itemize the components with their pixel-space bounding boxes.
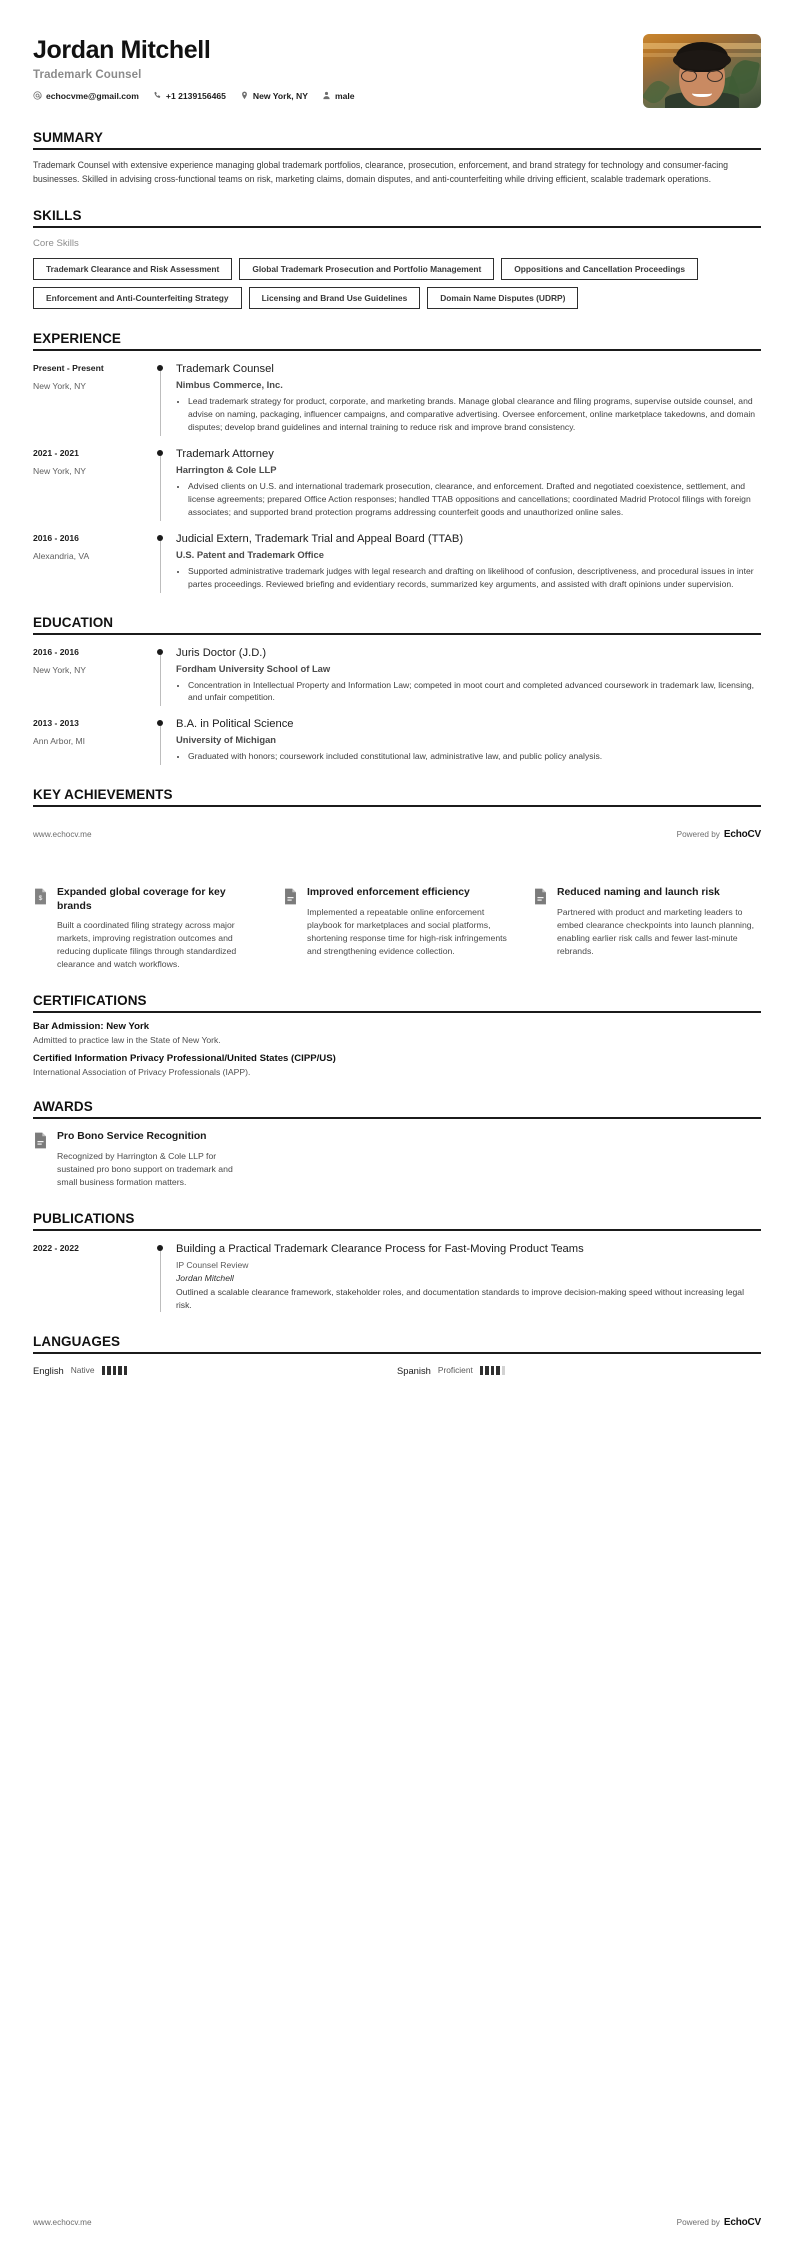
skill-chip[interactable]: Enforcement and Anti-Counterfeiting Strategy	[33, 287, 242, 309]
rating-bar	[102, 1366, 106, 1375]
rating-bar	[496, 1366, 500, 1375]
rating-bar	[485, 1366, 489, 1375]
education-entry	[33, 646, 761, 707]
section-heading-education: EDUCATION	[33, 614, 114, 630]
entry-role: Trademark Attorney	[176, 448, 274, 461]
entry-meta	[33, 532, 151, 593]
timeline-line	[160, 1251, 161, 1312]
award-text	[57, 1130, 243, 1189]
footer-powered-by	[677, 2217, 761, 2228]
page-footer	[0, 829, 794, 840]
contact-location-text: New York, NY	[252, 90, 308, 101]
timeline-rail	[151, 717, 171, 765]
publication-title: Building a Practical Trademark Clearance Process for Fast-Moving Product Teams	[176, 1243, 584, 1256]
footer-brand: EchoCV	[723, 829, 761, 841]
key-achievement-item	[283, 886, 511, 971]
entry-bullets	[176, 750, 761, 763]
resume-header	[33, 26, 761, 108]
publication-entry	[33, 1242, 761, 1312]
entry-dates: 2016 - 2016	[33, 532, 79, 543]
contact-gender-text: male	[335, 90, 355, 101]
section-divider	[33, 148, 761, 150]
language-item	[33, 1365, 397, 1376]
section-publications	[33, 1211, 761, 1312]
section-education	[33, 615, 761, 766]
entry-bullets	[176, 679, 761, 705]
experience-entry	[33, 362, 761, 436]
key-achievement-title: Improved enforcement efficiency	[307, 887, 470, 899]
photo-hair	[676, 42, 728, 72]
section-divider	[33, 1117, 761, 1119]
section-divider	[33, 349, 761, 351]
key-achievement-title: Expanded global coverage for key brands	[57, 887, 226, 912]
photo-glasses	[681, 70, 723, 82]
entry-dates: 2013 - 2013	[33, 718, 79, 729]
skill-chip[interactable]: Domain Name Disputes (UDRP)	[427, 287, 578, 309]
entry-meta	[33, 646, 151, 707]
section-divider	[33, 1229, 761, 1231]
contact-email[interactable]	[33, 91, 139, 101]
entry-meta	[33, 1242, 151, 1312]
header-text-block	[33, 34, 643, 101]
experience-entry	[33, 447, 761, 521]
section-experience	[33, 331, 761, 592]
entry-role: Trademark Counsel	[176, 363, 274, 376]
education-entry	[33, 717, 761, 765]
entry-dates: 2022 - 2022	[33, 1243, 79, 1254]
timeline-rail	[151, 1242, 171, 1312]
language-rating	[480, 1366, 506, 1375]
section-awards	[33, 1099, 761, 1189]
skill-chip[interactable]: Licensing and Brand Use Guidelines	[249, 287, 421, 309]
rating-bar	[118, 1366, 122, 1375]
key-achievement-description: Implemented a repeatable online enforcement playbook for marketplaces and social platforms, shortening response time for high-risk infringements and strengthening evidence collection.	[307, 906, 507, 956]
footer-site[interactable]: www.echocv.me	[33, 2218, 92, 2227]
footer-site[interactable]: www.echocv.me	[33, 830, 92, 840]
person-icon	[322, 91, 331, 100]
timeline-line	[160, 371, 161, 436]
entry-dates: Present - Present	[33, 363, 104, 374]
section-languages	[33, 1334, 761, 1376]
key-achievement-text	[557, 886, 761, 958]
key-achievement-item	[33, 886, 261, 971]
timeline-line	[160, 456, 161, 521]
entry-bullet: • Supported administrative trademark judges with legal research and drafting on likelihood of confusion, descriptiveness, and procedural issues in inter partes proceedings. Reviewed briefing and evidentiary records, summarized key arguments, and assisted with draft opinions under supervision.	[188, 565, 761, 591]
entry-bullets	[176, 395, 761, 434]
entry-body	[171, 362, 761, 436]
timeline-line	[160, 541, 161, 593]
entry-degree: B.A. in Political Science	[176, 718, 294, 731]
section-heading-publications: PUBLICATIONS	[33, 1211, 135, 1227]
footer-powered-label: Powered by	[676, 2218, 720, 2227]
section-heading-summary: SUMMARY	[33, 130, 103, 145]
footer-powered-label: Powered by	[676, 830, 720, 840]
contact-gender	[322, 91, 355, 101]
section-heading-skills: SKILLS	[33, 208, 82, 224]
key-achievements-grid	[33, 886, 761, 971]
phone-icon	[153, 91, 162, 100]
entry-school: Fordham University School of Law	[176, 662, 331, 674]
email-icon	[33, 91, 42, 100]
entry-body	[171, 532, 761, 593]
certification-issuer: Admitted to practice law in the State of New York.	[33, 1035, 221, 1046]
page-break-spacer	[33, 807, 761, 829]
entry-bullet: • Concentration in Intellectual Property and Information Law; competed in moot court and completed advanced coursework in trademark law, licensing, and unfair competition.	[188, 679, 761, 705]
entry-body	[171, 1242, 761, 1312]
section-divider	[33, 1352, 761, 1354]
bottom-whitespace	[33, 1376, 761, 1736]
document-lines-icon	[283, 888, 298, 905]
section-divider	[33, 633, 761, 635]
entry-location: Ann Arbor, MI	[33, 736, 86, 747]
page-title: Jordan Mitchell	[33, 36, 211, 64]
award-description: Recognized by Harrington & Cole LLP for sustained pro bono support on trademark and small business formation matters.	[57, 1150, 233, 1188]
language-rating	[102, 1366, 128, 1375]
entry-bullet: • Graduated with honors; coursework included constitutional law, administrative law, and public policy analysis.	[188, 750, 761, 763]
entry-role: Judicial Extern, Trademark Trial and Appeal Board (TTAB)	[176, 532, 464, 545]
award-item	[33, 1130, 243, 1189]
language-name: Spanish	[397, 1364, 431, 1376]
timeline-rail	[151, 532, 171, 593]
key-achievement-title: Reduced naming and launch risk	[557, 887, 720, 899]
language-name: English	[33, 1364, 64, 1376]
certification-name: Certified Information Privacy Professional/United States (CIPP/US)	[33, 1053, 336, 1065]
section-skills	[33, 208, 761, 309]
entry-organization: Harrington & Cole LLP	[176, 464, 277, 476]
language-item	[397, 1365, 761, 1376]
experience-entry	[33, 532, 761, 593]
section-divider	[33, 1011, 761, 1013]
skill-chip[interactable]: Trademark Clearance and Risk Assessment	[33, 258, 232, 280]
timeline-rail	[151, 362, 171, 436]
entry-school: University of Michigan	[176, 734, 277, 746]
languages-grid	[33, 1365, 761, 1376]
entry-body	[171, 717, 761, 765]
section-heading-experience: EXPERIENCE	[33, 331, 122, 347]
entry-location: New York, NY	[33, 381, 87, 392]
rating-bar	[502, 1366, 506, 1375]
entry-bullets	[176, 565, 761, 591]
skills-group-label: Core Skills	[33, 238, 79, 250]
entry-meta	[33, 362, 151, 436]
document-lines-icon	[33, 1132, 48, 1149]
summary-text: Trademark Counsel with extensive experience managing global trademark portfolios, clearance, prosecution, enforcement, and brand strategy for technology and consumer-facing businesses. Skilled in advising cross-functional teams on risk, marketing claims, domain disputes, and anti-counterfeiting while driving efficient, scalable trademark operations.	[33, 160, 729, 184]
entry-dates: 2021 - 2021	[33, 448, 79, 459]
rating-bar	[491, 1366, 495, 1375]
entry-body	[171, 646, 761, 707]
language-level: Proficient	[437, 1365, 473, 1376]
key-achievement-description: Built a coordinated filing strategy across major markets, improving registration outcomes and reducing duplicate filings through standardized clearance and watch workflows.	[57, 920, 237, 970]
entry-location: New York, NY	[33, 664, 87, 675]
entry-meta	[33, 717, 151, 765]
certification-item	[33, 1021, 761, 1045]
resume-sheet	[0, 0, 794, 829]
skill-chip[interactable]: Oppositions and Cancellation Proceedings	[501, 258, 698, 280]
contact-phone-text: +1 2139156465	[165, 90, 226, 101]
timeline-rail	[151, 646, 171, 707]
document-dollar-icon	[33, 888, 48, 905]
section-divider	[33, 226, 761, 228]
timeline-line	[160, 726, 161, 765]
location-pin-icon	[240, 91, 249, 100]
award-title: Pro Bono Service Recognition	[57, 1131, 207, 1143]
contact-phone[interactable]	[153, 91, 226, 101]
certification-issuer: International Association of Privacy Professionals (IAPP).	[33, 1067, 251, 1078]
job-title: Trademark Counsel	[33, 68, 142, 81]
section-certifications	[33, 993, 761, 1077]
section-heading-awards: AWARDS	[33, 1099, 93, 1115]
document-lines-icon	[533, 888, 548, 905]
footer-powered-by	[677, 829, 761, 840]
rating-bar	[107, 1366, 111, 1375]
entry-meta	[33, 447, 151, 521]
skill-chip[interactable]: Global Trademark Prosecution and Portfolio Management	[239, 258, 494, 280]
avatar	[643, 34, 761, 108]
resume-sheet-continued	[0, 840, 794, 1736]
page-footer	[0, 2217, 794, 2228]
photo-smile	[692, 88, 712, 97]
entry-location: New York, NY	[33, 466, 87, 477]
key-achievement-text	[57, 886, 261, 971]
publication-description: Outlined a scalable clearance framework, stakeholder roles, and documentation standards to improve decision-making speed without increasing legal risk.	[176, 1287, 744, 1310]
contact-location	[240, 91, 308, 101]
svg-text:$: $	[38, 895, 43, 903]
timeline-rail	[151, 447, 171, 521]
skills-chip-list	[33, 258, 761, 309]
section-summary	[33, 130, 761, 186]
entry-bullet: • Lead trademark strategy for product, corporate, and marketing brands. Manage global clearance and filing programs, supervise outside counsel, and advise on naming, packaging, influencer campaigns, and comparative advertising. Oversee enforcement, online marketplace takedowns, and domain disputes; develop brand guidelines and internal training to reduce risk and improve brand consistency.	[188, 395, 761, 434]
entry-organization: Nimbus Commerce, Inc.	[176, 379, 283, 391]
rating-bar	[113, 1366, 117, 1375]
language-level: Native	[70, 1365, 95, 1376]
entry-degree: Juris Doctor (J.D.)	[176, 646, 267, 659]
rating-bar	[480, 1366, 484, 1375]
entry-bullet: • Advised clients on U.S. and international trademark prosecution, clearance, and enforcement. Drafted and negotiated coexistence, settlement, and license agreements; prepared Office Action responses; handled TTAB oppositions and cancellations; coordinated Madrid Protocol filings with foreign associates; and supported brand protection programs addressing counterfeit goods and unauthorized online sales.	[188, 480, 761, 519]
key-achievement-description: Partnered with product and marketing leaders to embed clearance checkpoints into launch planning, enabling earlier risk calls and fewer last-minute rebrands.	[557, 906, 755, 956]
publication-author: Jordan Mitchell	[176, 1273, 234, 1284]
certification-name: Bar Admission: New York	[33, 1021, 150, 1033]
contact-row	[33, 91, 643, 101]
key-achievement-text	[307, 886, 511, 958]
publication-journal: IP Counsel Review	[176, 1260, 249, 1271]
entry-bullets	[176, 480, 761, 519]
entry-dates: 2016 - 2016	[33, 646, 79, 657]
entry-location: Alexandria, VA	[33, 550, 90, 561]
section-heading-key-achievements: KEY ACHIEVEMENTS	[33, 787, 173, 803]
section-heading-languages: LANGUAGES	[33, 1333, 121, 1349]
key-achievement-item	[533, 886, 761, 971]
entry-organization: U.S. Patent and Trademark Office	[176, 548, 324, 560]
section-key-achievements	[33, 787, 761, 829]
timeline-line	[160, 655, 161, 707]
contact-email-text: echocvme@gmail.com	[46, 90, 139, 101]
rating-bar	[124, 1366, 128, 1375]
section-heading-certifications: CERTIFICATIONS	[33, 993, 147, 1009]
entry-body	[171, 447, 761, 521]
certification-item	[33, 1053, 761, 1077]
footer-brand: EchoCV	[723, 2217, 761, 2228]
